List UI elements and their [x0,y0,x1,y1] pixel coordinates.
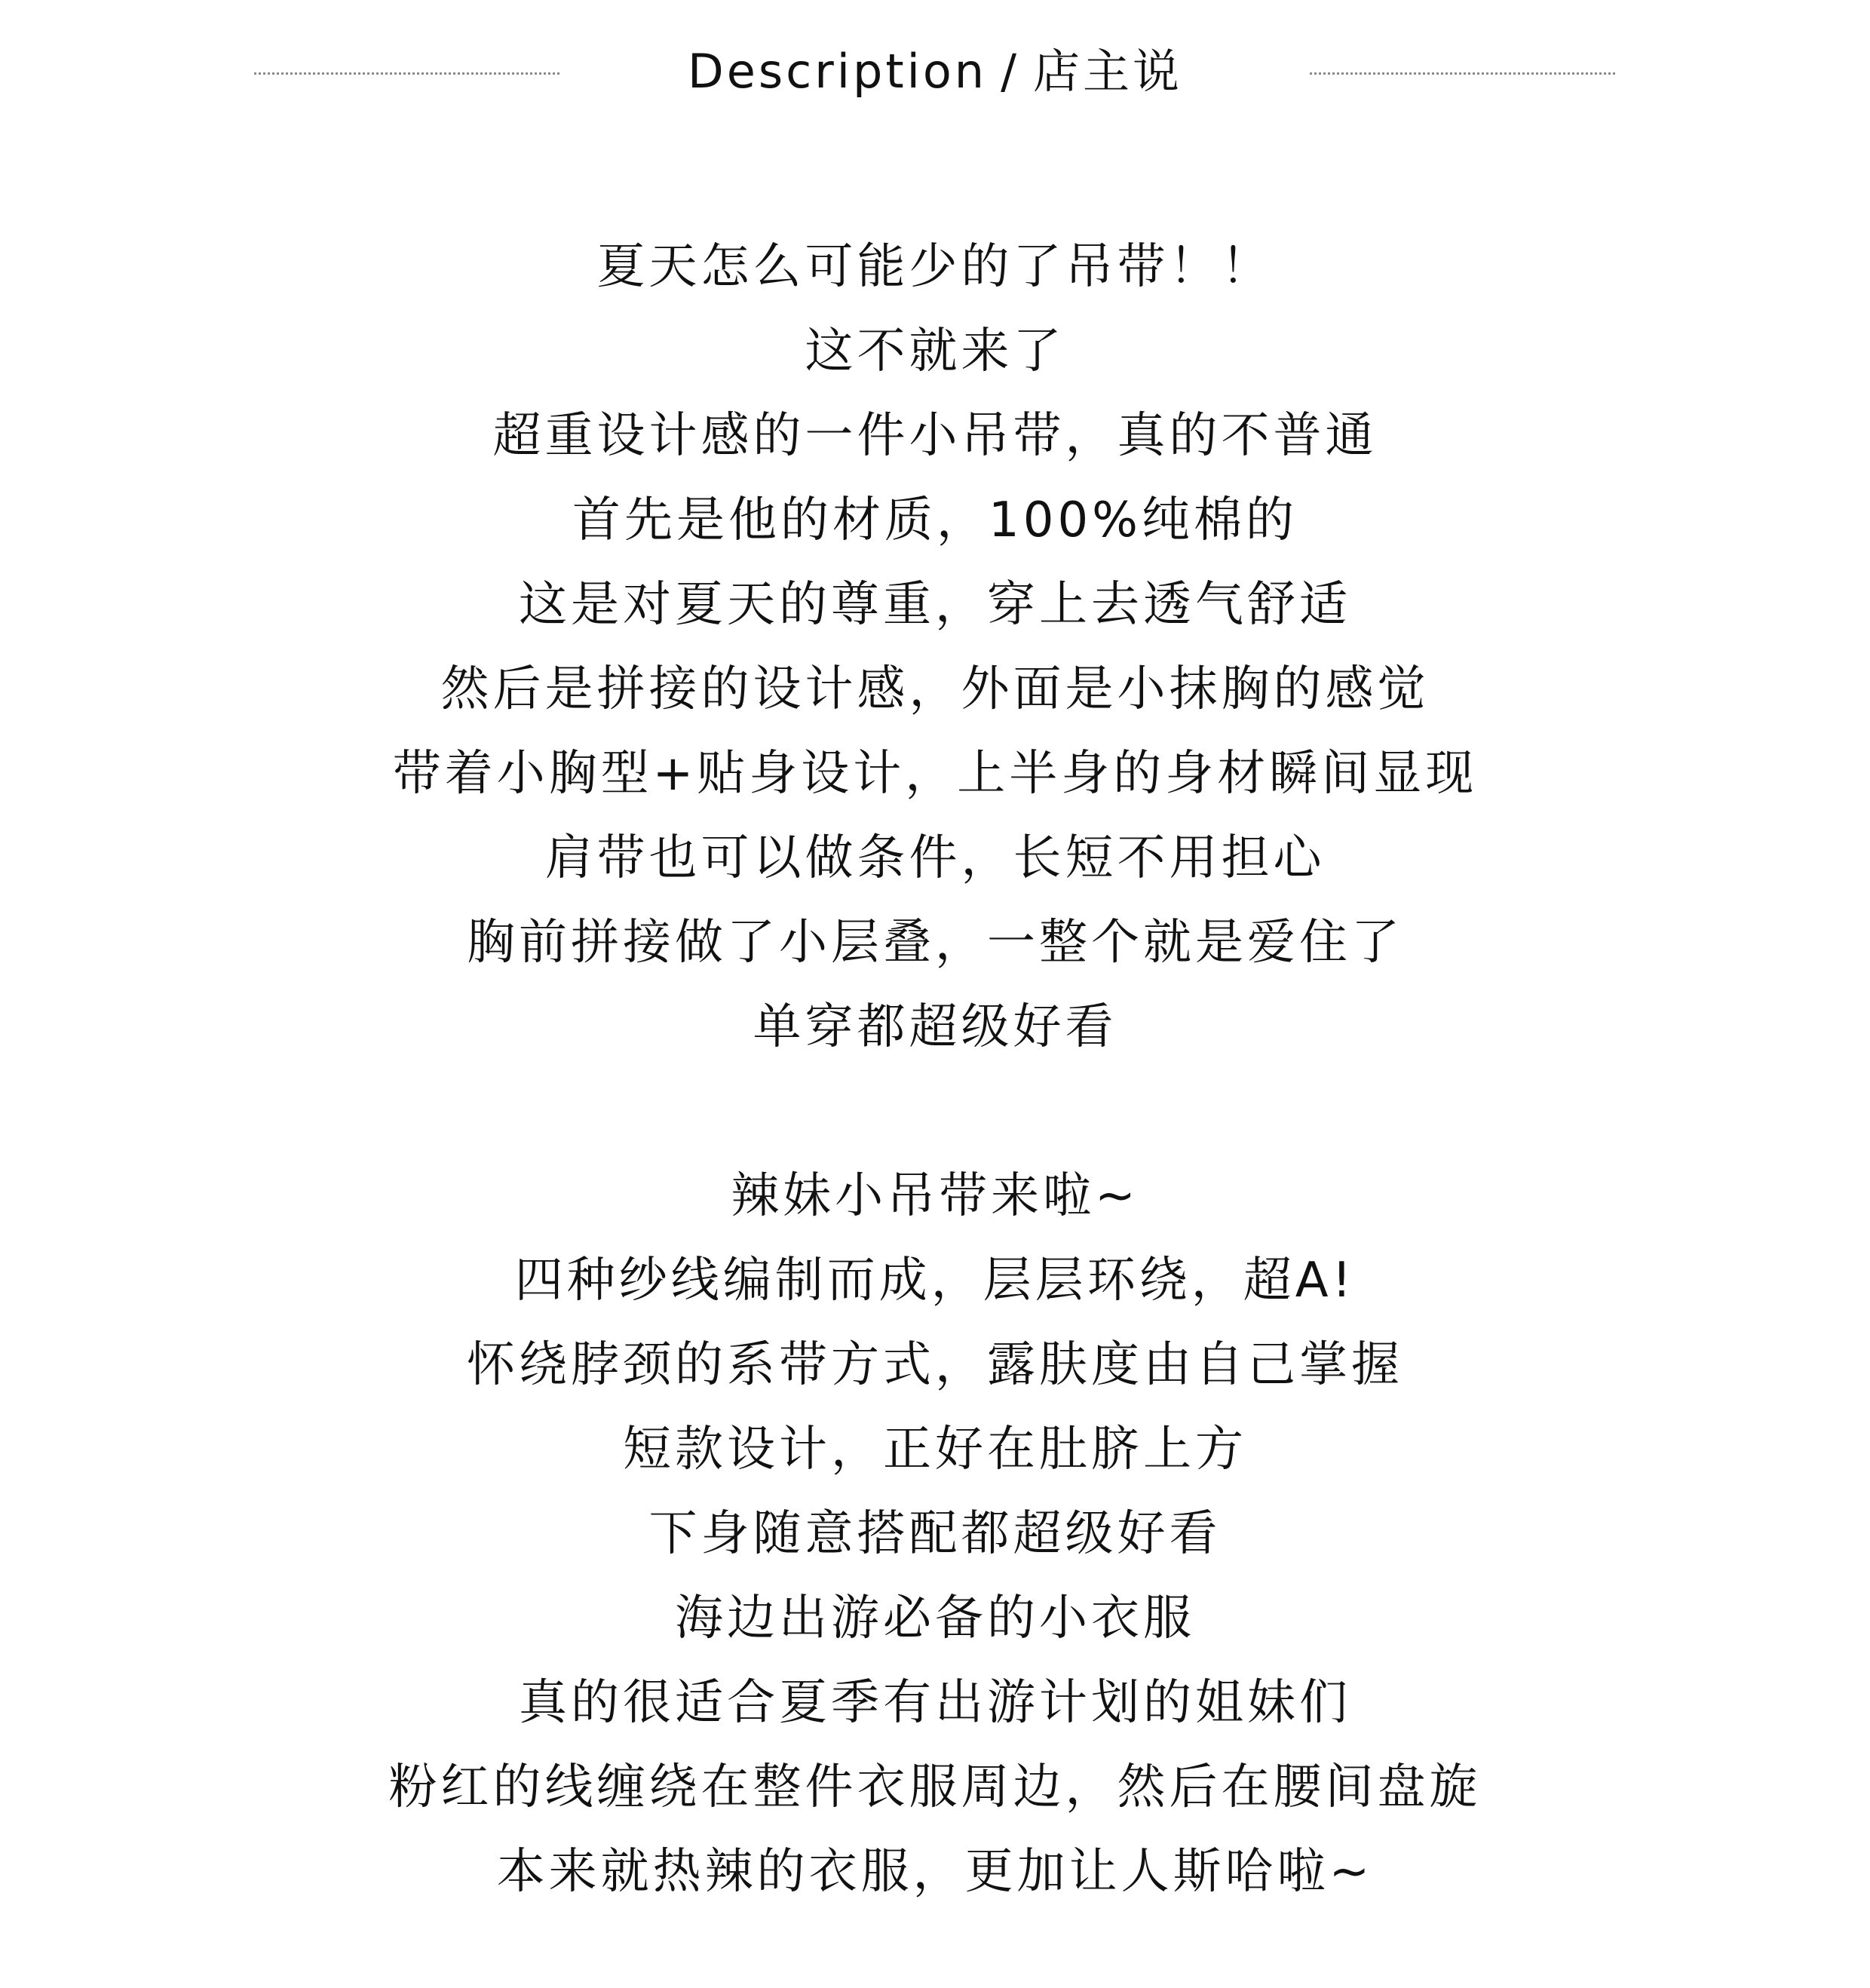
title-cn: 店主说 [1032,44,1182,99]
title-separator: / [1001,44,1019,99]
text-line: 胸前拼接做了小层叠，一整个就是爱住了 [467,915,1403,971]
text-line: 单穿都超级好看 [753,999,1117,1055]
text-line: 真的很适合夏季有出游计划的姐妹们 [519,1675,1351,1731]
text-line: 海边出游必备的小衣服 [675,1591,1195,1646]
text-line: 本来就热辣的衣服，更加让人斯哈啦~ [496,1844,1374,1900]
text-line: 超重设计感的一件小吊带，真的不普通 [492,408,1378,464]
text-line: 下身随意搭配都超级好看 [648,1506,1222,1562]
divider-left [254,72,559,75]
title-en: Description [687,44,988,99]
text-line: 四种纱线编制而成，层层环绕，超A! [514,1253,1356,1308]
paragraph-2 [0,1154,1870,1914]
divider-right [1310,72,1615,75]
description-header [0,0,1870,151]
text-line: 首先是他的材质，100%纯棉的 [572,492,1298,548]
text-line: 短款设计，正好在肚脐上方 [623,1422,1247,1477]
text-line: 这不就来了 [805,324,1065,379]
text-line: 带着小胸型+贴身设计，上半身的身材瞬间显现 [392,746,1478,802]
paragraph-1 [0,225,1870,1069]
text-line: 粉红的线缠绕在整件衣服周边，然后在腰间盘旋 [388,1759,1482,1815]
text-line: 肩带也可以做条件，长短不用担心 [544,830,1326,886]
text-line: 怀绕脖颈的系带方式，露肤度由自己掌握 [467,1337,1403,1393]
section-title [558,38,1312,106]
text-line: 辣妹小吊带来啦~ [731,1168,1139,1224]
text-line: 这是对夏天的尊重，穿上去透气舒适 [519,577,1351,633]
text-line: 然后是拼接的设计感，外面是小抹胸的感觉 [440,661,1430,717]
text-line: 夏天怎么可能少的了吊带！！ [596,239,1274,295]
